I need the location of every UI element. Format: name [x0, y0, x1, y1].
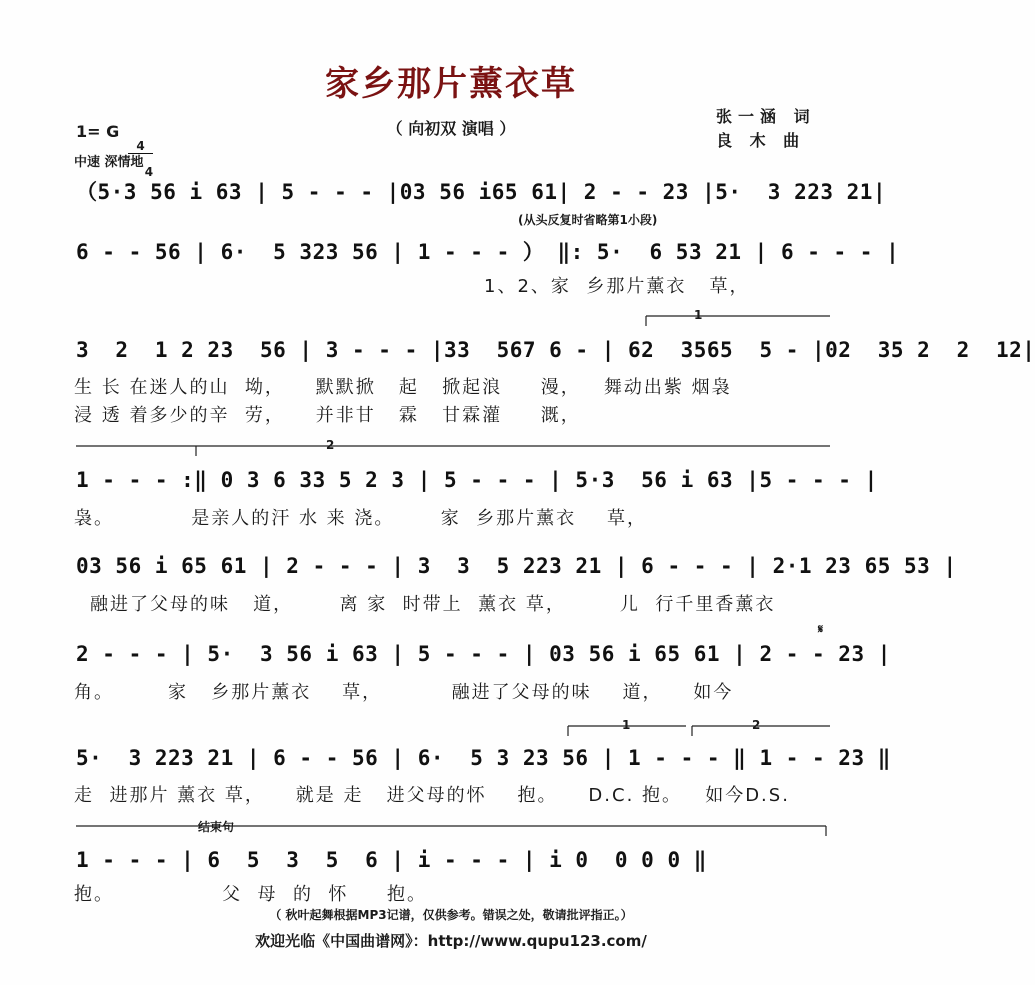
lyricist-credit: 张一涵 词 — [716, 107, 816, 126]
lyrics-line: 1、2、家 乡那片薰衣 草， — [484, 276, 750, 297]
lyrics-line: 抱。 父 母 的 怀 抱。 — [74, 884, 428, 905]
segno-mark: 𝄋 — [818, 622, 824, 636]
transcriber-note: （ 秋叶起舞根据MP3记谱，仅供参考。错误之处，敬请批评指正。） — [269, 908, 633, 922]
volta-number: 1 — [622, 718, 631, 732]
time-signature-top: 4 — [128, 140, 153, 154]
key-signature: 1= G — [76, 122, 120, 141]
notation-line: 03 56 i 65 61 | 2 - - - | 3 3 5 223 21 | 6 - - - | 2·1 23 65 53 | — [76, 554, 957, 578]
notation-line: 5· 3 223 21 | 6 - - 56 | 6· 5 3 23 56 | 1 - - - ‖ 1 - - 23 ‖ — [76, 746, 891, 770]
composer-credit: 良 木 曲 — [716, 131, 806, 150]
volta-number: 2 — [326, 438, 335, 452]
notation-line: 2 - - - | 5· 3 56 i 63 | 5 - - - | 03 56 i 65 61 | 2 - - 23 | — [76, 642, 891, 666]
lyrics-line: 生 长 在迷人的山 坳， 默默掀 起 掀起浪 漫， 舞动出紫 烟袅 — [74, 377, 732, 398]
notation-line: 1 - - - :‖ 0 3 6 33 5 2 3 | 5 - - - | 5·3 56 i 63 |5 - - - | — [76, 468, 878, 492]
notation-line: （5·3 56 i 63 | 5 - - - |03 56 i65 61| 2 - - 23 |5· 3 223 21| — [76, 180, 887, 204]
repeat-note: (从头反复时省略第1小段) — [518, 213, 658, 227]
ending-label: 结束句 — [198, 820, 235, 834]
lyrics-line: 浸 透 着多少的辛 劳， 并非甘 霖 甘霖灌 溉， — [74, 405, 581, 426]
song-title: 家乡那片薰衣草 — [325, 64, 577, 104]
volta-number: 2 — [752, 718, 761, 732]
notation-line: 6 - - 56 | 6· 5 323 56 | 1 - - - ） ‖: 5· 6 53 21 | 6 - - - | — [76, 240, 900, 264]
notation-line: 3 2 1 2 23 56 | 3 - - - |33 567 6 - | 62 3565 5 - |02 35 2 2 12| — [76, 338, 1035, 362]
site-footer: 欢迎光临《中国曲谱网》：http://www.qupu123.com/ — [255, 932, 647, 950]
performer-credit: （ 向初双 演唱 ） — [386, 119, 516, 138]
notation-line: 1 - - - | 6 5 3 5 6 | i - - - | i 0 0 0 0 ‖ — [76, 848, 707, 872]
lyrics-line: 融进了父母的味 道， 离 家 时带上 薰衣 草， 儿 行千里香薰衣 — [90, 594, 776, 615]
time-signature-bottom: 4 — [144, 165, 154, 179]
lyrics-line: 袅。 是亲人的汗 水 来 浇。 家 乡那片薰衣 草， — [74, 508, 648, 529]
lyrics-line: 走 进那片 薰衣 草， 就是 走 进父母的怀 抱。 D.C. 抱。 如今D.S. — [74, 785, 790, 806]
tempo-marking: 中速 深情地 — [74, 155, 144, 170]
volta-number: 1 — [694, 308, 703, 322]
lyrics-line: 角。 家 乡那片薰衣 草， 融进了父母的味 道， 如今 — [74, 682, 734, 703]
